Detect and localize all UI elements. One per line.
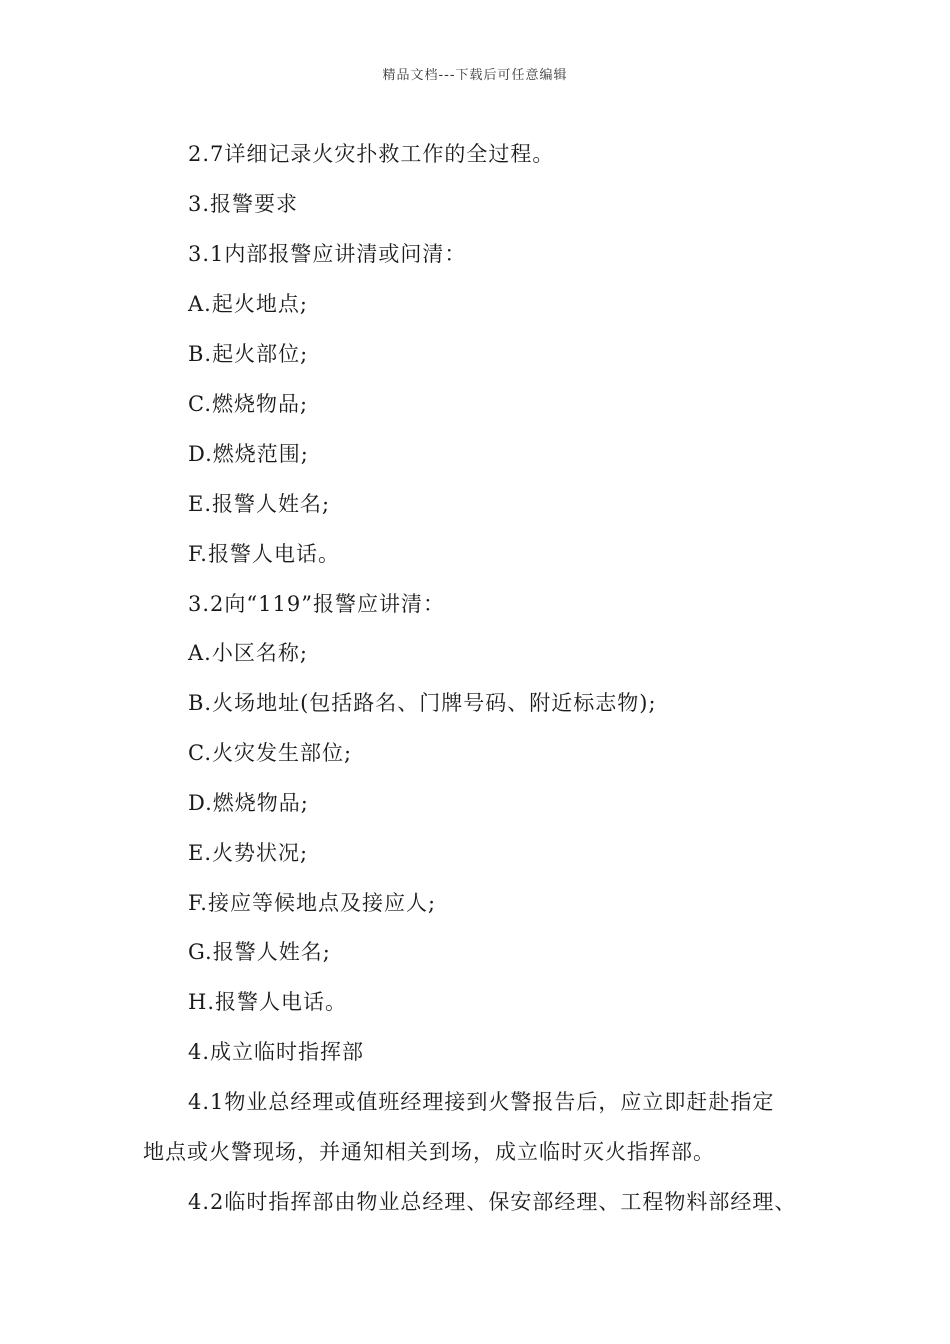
list-item: B.起火部位;: [188, 342, 309, 366]
list-item: E.火势状况;: [188, 841, 309, 865]
list-item: A.起火地点;: [188, 292, 308, 316]
paragraph-line: 4.1物业总经理或值班经理接到火警报告后，应立即赶赴指定: [188, 1090, 775, 1114]
list-item: F.接应等候地点及接应人;: [188, 891, 437, 915]
text-line: 2.7详细记录火灾扑救工作的全过程。: [188, 142, 555, 166]
text-line: 3.2向“119”报警应讲清：: [188, 592, 445, 616]
list-item: F.报警人电话。: [188, 542, 340, 566]
page-header: 精品文档---下载后可任意编辑: [382, 68, 568, 83]
section-heading: 3.报警要求: [188, 192, 299, 216]
list-item: D.燃烧范围;: [188, 442, 309, 466]
section-heading: 4.成立临时指挥部: [188, 1040, 365, 1064]
list-item: E.报警人姓名;: [188, 492, 331, 516]
list-item: A.小区名称;: [188, 641, 308, 665]
paragraph-line: 4.2临时指挥部由物业总经理、保安部经理、工程物料部经理、: [188, 1190, 797, 1214]
list-item: G.报警人姓名;: [188, 940, 331, 964]
list-item: D.燃烧物品;: [188, 791, 309, 815]
paragraph-line: 地点或火警现场，并通知相关到场，成立临时灭火指挥部。: [143, 1140, 715, 1164]
list-item: B.火场地址(包括路名、门牌号码、附近标志物);: [188, 691, 657, 715]
list-item: H.报警人电话。: [188, 990, 347, 1014]
text-line: 3.1内部报警应讲清或问清：: [188, 242, 467, 266]
list-item: C.火灾发生部位;: [188, 741, 353, 765]
list-item: C.燃烧物品;: [188, 392, 309, 416]
